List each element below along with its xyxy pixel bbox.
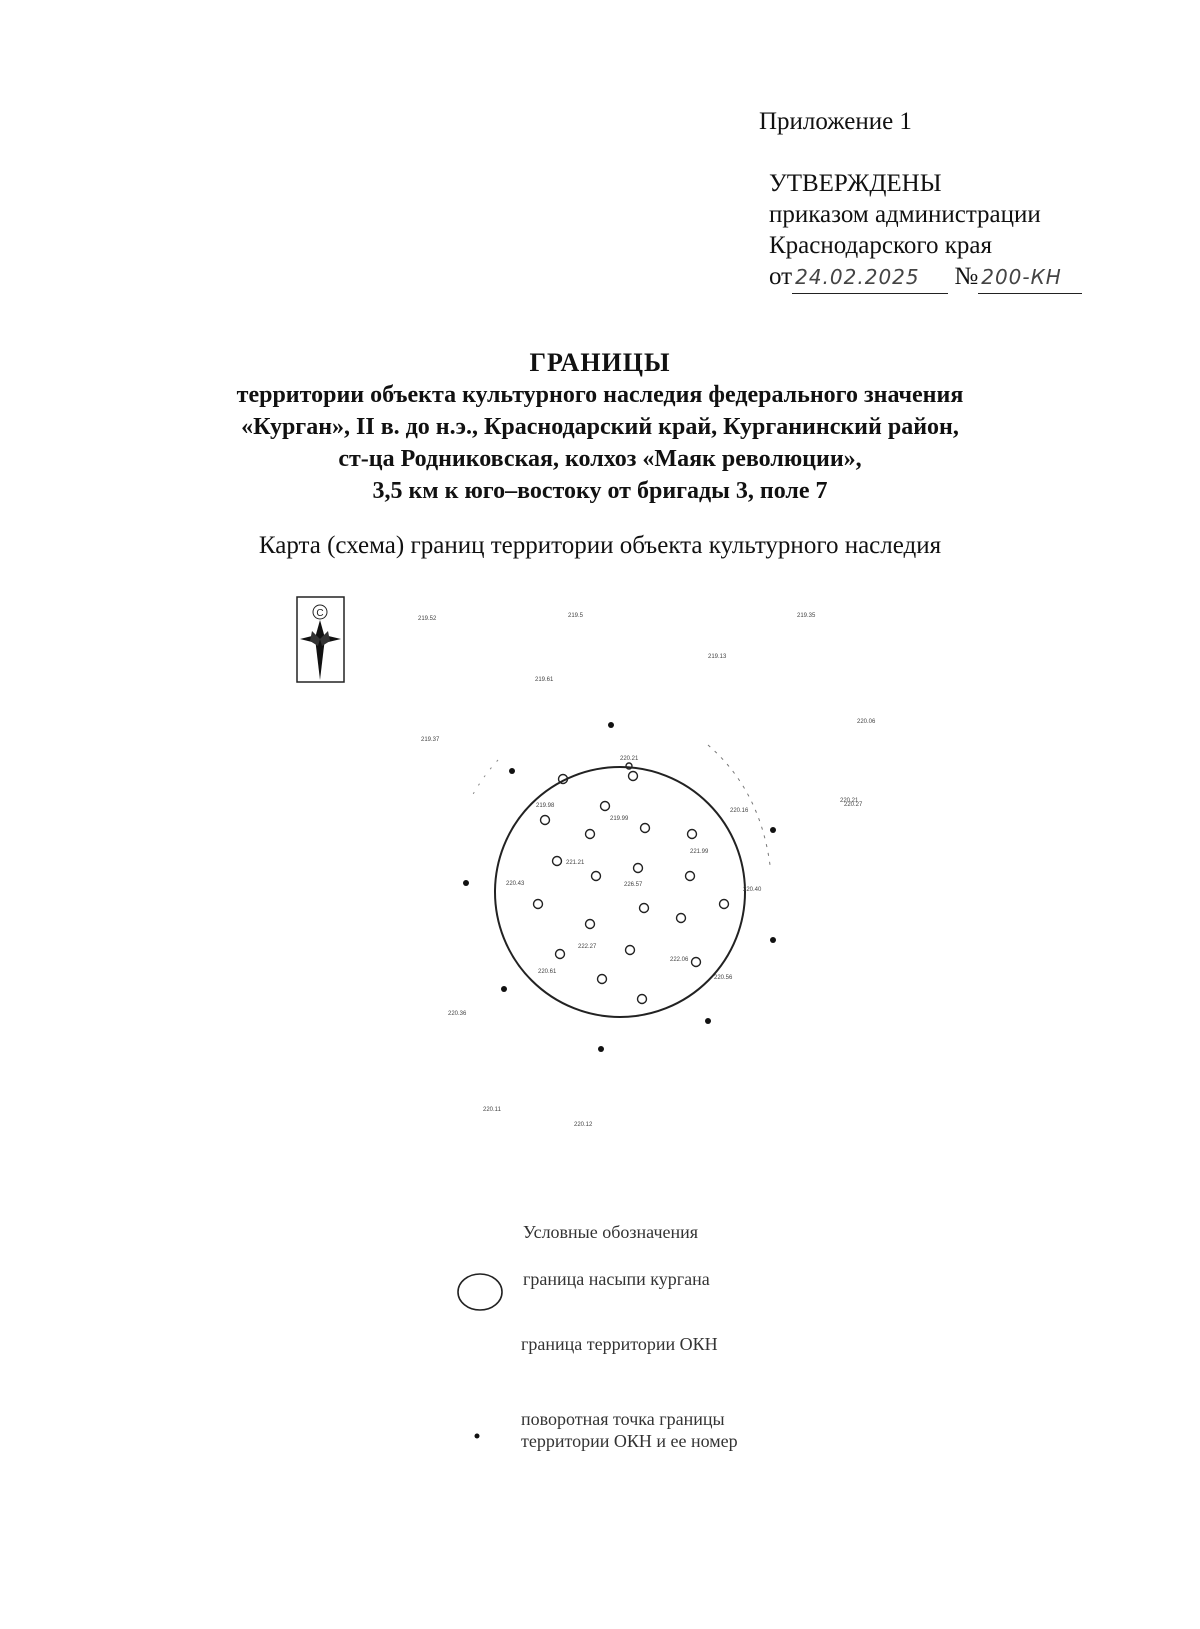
elevation-label: 219.61: [535, 677, 554, 683]
elevation-label: 226.57: [624, 882, 643, 888]
territory-boundary-fragment: [470, 760, 498, 800]
legend-point-line-1: поворотная точка границы: [521, 1409, 725, 1429]
date-prefix: от: [769, 263, 793, 290]
elevation-label: 221.99: [690, 849, 709, 855]
elevation-label: 219.35: [797, 613, 816, 619]
elevation-label: 220.36: [448, 1011, 467, 1017]
compass-icon: [297, 597, 344, 682]
elevation-label: 219.5: [568, 613, 584, 619]
compass-letter: С: [316, 608, 324, 619]
elevation-label: 219.37: [421, 737, 440, 743]
elevation-label: 220.21: [620, 756, 639, 762]
elevation-label: 220.27: [844, 802, 863, 808]
elevation-label: 220.16: [730, 808, 749, 814]
document-title: [0, 347, 1200, 507]
mound-symbol-icon: [455, 1270, 507, 1314]
elevation-label: 219.52: [418, 616, 437, 622]
approval-heading: УТВЕРЖДЕНЫ: [769, 170, 942, 197]
boundary-turning-points: [463, 722, 776, 1052]
elevation-label: 221.21: [566, 860, 585, 866]
elevation-label: 222.27: [578, 944, 597, 950]
approval-region-line: Краснодарского края: [769, 232, 992, 259]
elevation-label: 219.99: [610, 816, 629, 822]
elevation-label: 220.21: [840, 798, 859, 804]
handwritten-date: 24.02.2025: [792, 262, 948, 294]
turning-point-symbol-icon: [473, 1432, 481, 1440]
elevation-label: 220.12: [574, 1122, 593, 1128]
number-prefix: №: [954, 263, 979, 290]
legend-mound-label: граница насыпи кургана: [523, 1269, 710, 1289]
legend-title: Условные обозначения: [523, 1222, 699, 1242]
elevation-label: 220.11: [483, 1107, 501, 1113]
map-subtitle: Карта (схема) границ территории объекта культурного наследия: [258, 532, 942, 559]
approval-date-line: [769, 261, 1082, 294]
approval-order-line: приказом администрации: [769, 201, 1041, 228]
mound-boundary: [495, 767, 745, 1017]
elevation-label: 220.06: [857, 719, 876, 725]
title-line-4: 3,5 км к юго–востоку от бригады 3, поле 7: [372, 478, 828, 504]
handwritten-number: 200-КН: [978, 262, 1082, 294]
elevation-label: 220.43: [506, 881, 525, 887]
elevation-label: 219.13: [708, 654, 727, 660]
elevation-label: 220.40: [743, 887, 762, 893]
approval-block: [769, 168, 1082, 294]
title-main: ГРАНИЦЫ: [529, 348, 671, 377]
title-line-2: «Курган», II в. до н.э., Краснодарский край, Курганинский район,: [241, 414, 959, 440]
elevation-label: 219.98: [536, 803, 555, 809]
legend-territory-label: граница территории ОКН: [521, 1334, 718, 1354]
legend-point-label: [521, 1408, 738, 1452]
title-line-1: территории объекта культурного наследия федерального значения: [236, 382, 964, 408]
elevation-label: 220.61: [538, 969, 557, 975]
elevation-label: 220.56: [714, 975, 733, 981]
territory-boundary-fragment: [708, 745, 770, 865]
elevation-label: 222.06: [670, 957, 689, 963]
title-line-3: ст-ца Родниковская, колхоз «Маяк революции»,: [338, 446, 862, 472]
site-map: [0, 590, 1200, 1130]
appendix-label: Приложение 1: [759, 108, 912, 135]
legend-point-line-2: территории ОКН и ее номер: [521, 1431, 738, 1451]
